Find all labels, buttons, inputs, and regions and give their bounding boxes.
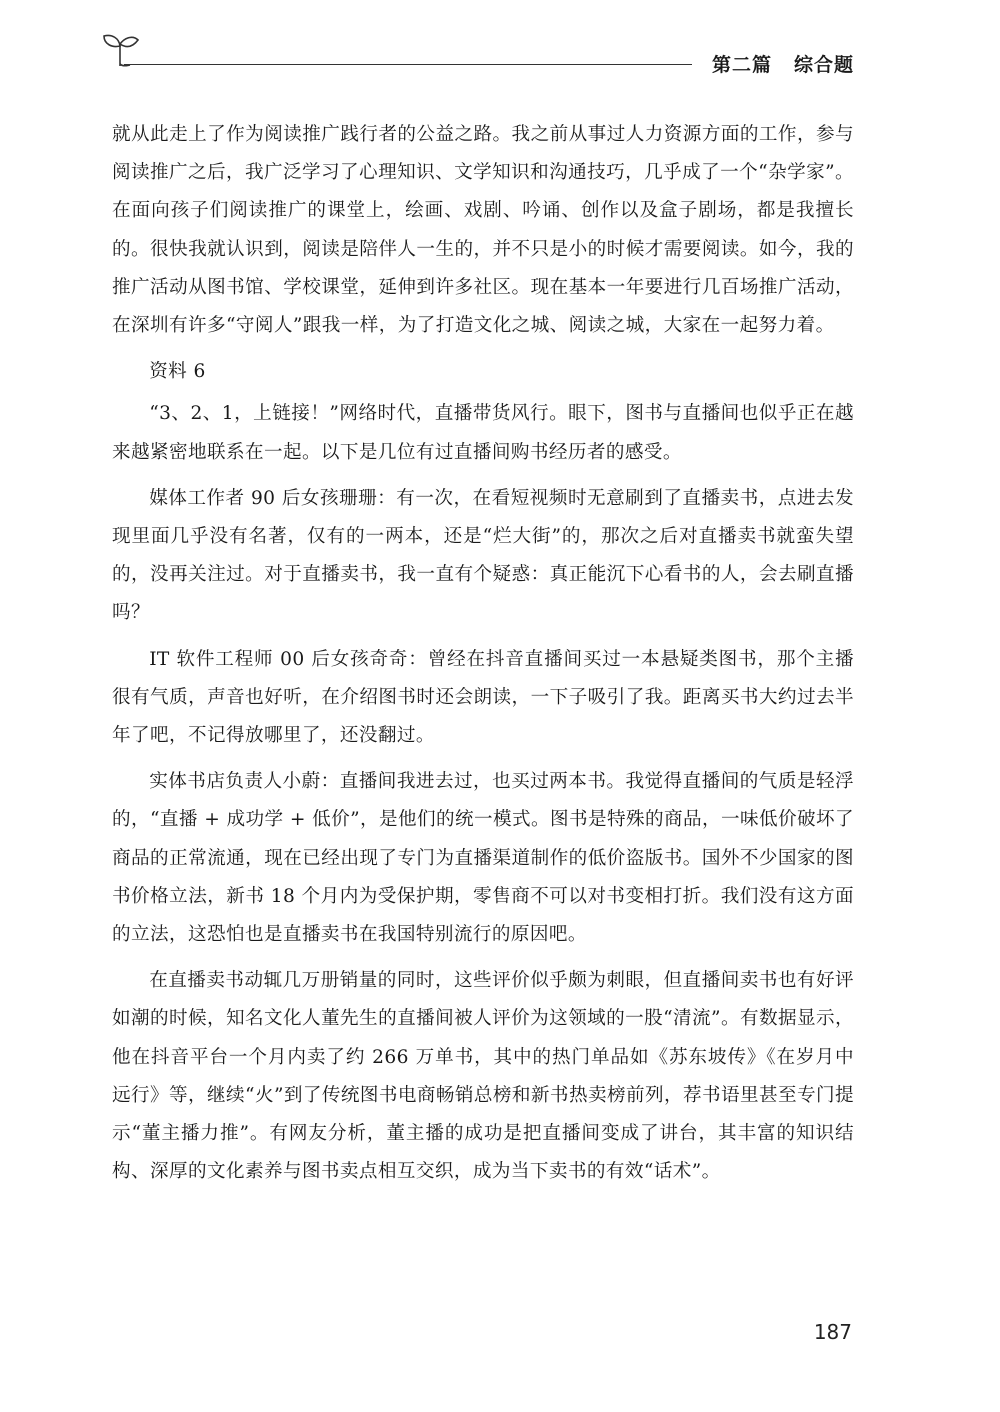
section-heading: 资料 6 xyxy=(149,361,206,383)
paragraph: 实体书店负责人小蔚：直播间我进去过，也买过两本书。我觉得直播间的气质是轻浮的，“直播 + 成功学 + 低价”，是他们的统一模式。图书是特殊的商品，一味低价破坏了商品的正常流通，现在已经出现了专门为直播渠道制作的低价盗版书。国外不少国家的图书价格立法，新书 18 个月内为受保护期，零售商不可以对书变相打折。我们没有这方面的立法，这恐怕也是直播卖书在我国特别流行的原因吧。 xyxy=(112,771,854,946)
header-part: 第二篇 xyxy=(711,54,772,76)
header-section-title: 综合题 xyxy=(793,54,854,76)
page-number: 187 xyxy=(813,1320,852,1344)
paragraph: 媒体工作者 90 后女孩珊珊：有一次，在看短视频时无意刷到了直播卖书，点进去发现里面几乎没有名著，仅有的一两本，还是“烂大街”的，那次之后对直播卖书就蛮失望的，没再关注过。对于直播卖书，我一直有个疑惑：真正能沉下心看书的人，会去刷直播吗？ xyxy=(112,487,854,624)
header-rule xyxy=(124,64,692,65)
paragraph: 在直播卖书动辄几万册销量的同时，这些评价似乎颇为刺眼，但直播间卖书也有好评如潮的时候，知名文化人董先生的直播间被人评价为这领域的一股“清流”。有数据显示，他在抖音平台一个月内卖了约 266 万单书，其中的热门单品如《苏东坡传》《在岁月中远行》等，继续“火”到了传统图书电商畅销总榜和新书热卖榜前列，荐书语里甚至专门提示“董主播力推”。有网友分析，董主播的成功是把直播间变成了讲台，其丰富的知识结构、深厚的文化素养与图书卖点相互交织，成为当下卖书的有效“话术”。 xyxy=(112,970,854,1183)
header-title xyxy=(712,50,854,77)
paragraph: “3、2、1，上链接！”网络时代，直播带货风行。眼下，图书与直播间也似乎正在越来越紧密地联系在一起。以下是几位有过直播间购书经历者的感受。 xyxy=(112,403,854,463)
body-text xyxy=(112,116,854,1199)
paragraph: 就从此走上了作为阅读推广践行者的公益之路。我之前从事过人力资源方面的工作，参与阅读推广之后，我广泛学习了心理知识、文学知识和沟通技巧，几乎成了一个“杂学家”。在面向孩子们阅读推广的课堂上，绘画、戏剧、吟诵、创作以及盒子剧场，都是我擅长的。很快我就认识到，阅读是陪伴人一生的，并不只是小的时候才需要阅读。如今，我的推广活动从图书馆、学校课堂，延伸到许多社区。现在基本一年要进行几百场推广活动，在深圳有许多“守阅人”跟我一样，为了打造文化之城、阅读之城，大家在一起努力着。 xyxy=(112,124,854,337)
page-header xyxy=(100,26,860,86)
paragraph: IT 软件工程师 00 后女孩奇奇：曾经在抖音直播间买过一本悬疑类图书，那个主播很有气质，声音也好听，在介绍图书时还会朗读，一下子吸引了我。距离买书大约过去半年了吧，不记得放哪里了，还没翻过。 xyxy=(112,648,854,747)
